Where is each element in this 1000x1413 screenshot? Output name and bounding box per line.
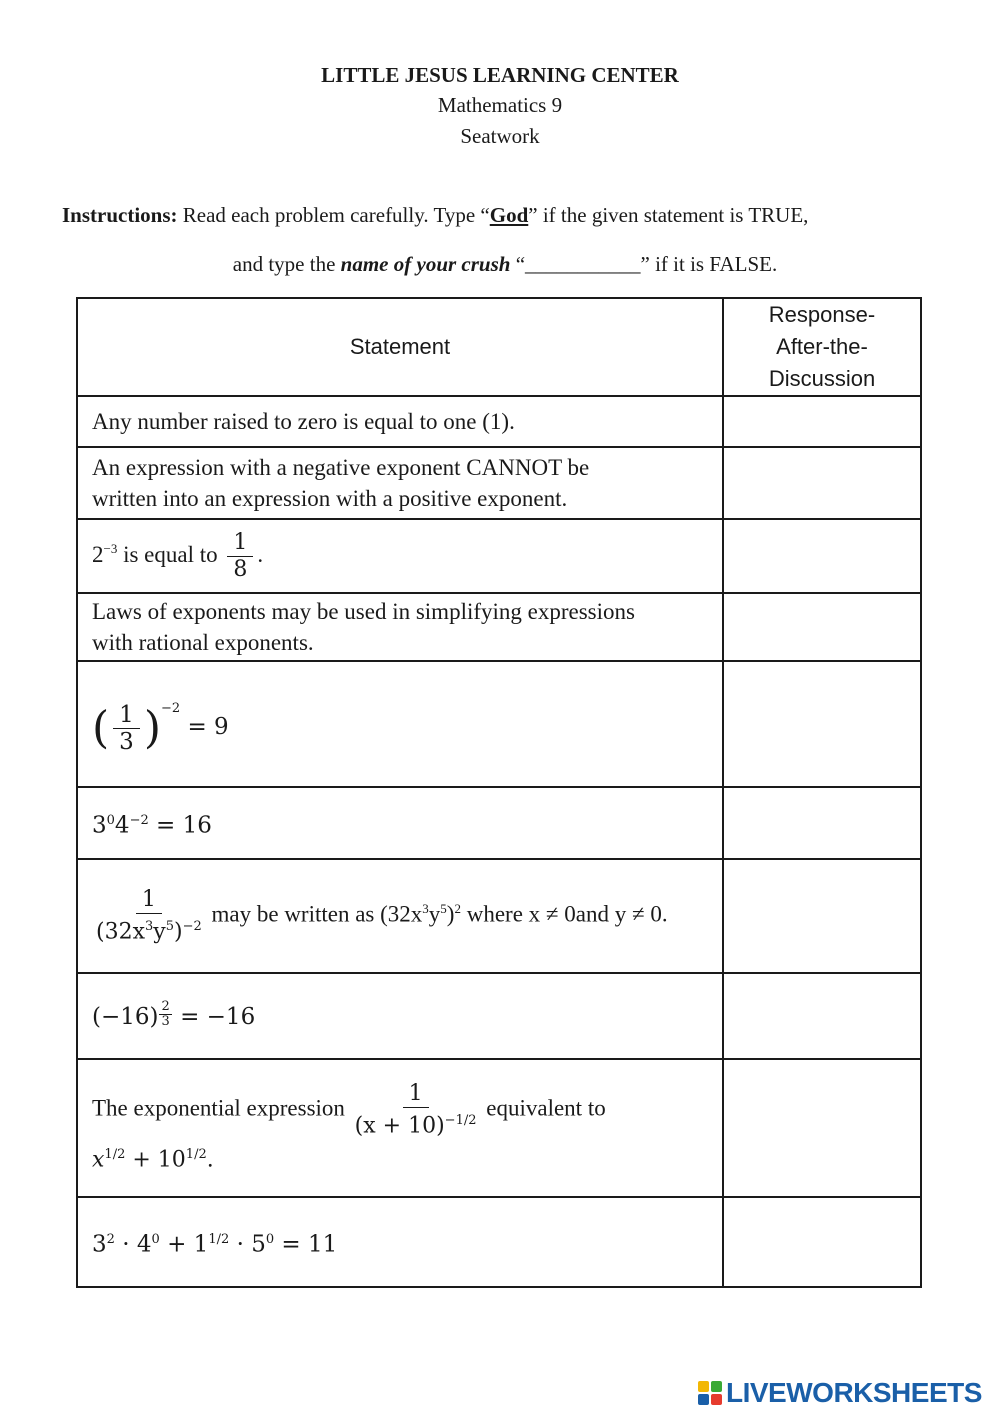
term-exponent: 1/2 bbox=[208, 1231, 230, 1247]
instructions-text-d: “___________” if it is FALSE. bbox=[510, 252, 778, 276]
statement-6 bbox=[77, 787, 723, 859]
statement-3-tail: . bbox=[257, 541, 264, 567]
statement-6-rhs: = 16 bbox=[148, 812, 212, 839]
statement-9-line-1 bbox=[92, 1081, 722, 1139]
response-header-line-1: Response- bbox=[768, 302, 876, 327]
response-header bbox=[723, 298, 921, 396]
response-field-10[interactable] bbox=[723, 1197, 921, 1287]
den-exponent: 5 bbox=[165, 918, 174, 934]
statement-3-text: is equal to bbox=[117, 541, 218, 567]
response-field-7[interactable] bbox=[723, 859, 921, 973]
statement-2-line-2: written into an expression with a positive exponent. bbox=[92, 486, 568, 511]
statement-10-rhs: = 11 bbox=[274, 1231, 338, 1258]
exponent-numerator: 1 bbox=[185, 1147, 195, 1162]
statement-8-exponent bbox=[159, 1000, 171, 1029]
table-row bbox=[77, 1197, 921, 1287]
table-row bbox=[77, 661, 921, 787]
statement-9-fraction bbox=[355, 1081, 477, 1139]
subject-name: Mathematics 9 bbox=[437, 93, 563, 117]
close-paren: ) bbox=[143, 702, 161, 754]
term-exponent: 2 bbox=[106, 1231, 115, 1247]
statement-9 bbox=[77, 1059, 723, 1197]
statement-header: Statement bbox=[77, 298, 723, 396]
statement-3-base: 2 bbox=[92, 541, 104, 567]
document-header bbox=[0, 60, 1000, 152]
table-row bbox=[77, 787, 921, 859]
instructions-text-c: and type the bbox=[232, 252, 341, 276]
statement-4 bbox=[77, 593, 723, 661]
response-field-2[interactable] bbox=[723, 447, 921, 519]
statement-9-tail: . bbox=[206, 1147, 214, 1173]
term-base: 3 bbox=[92, 812, 107, 839]
exponent-sign: − bbox=[444, 1112, 456, 1128]
instructions-line-2 bbox=[0, 249, 1000, 279]
statement-9-line-2 bbox=[92, 1139, 722, 1175]
den-exponent: 3 bbox=[145, 918, 154, 934]
statement-5-rhs: = 9 bbox=[187, 714, 229, 741]
statement-8 bbox=[77, 973, 723, 1059]
worksheet-table bbox=[76, 297, 922, 1288]
fraction-denominator: 8 bbox=[233, 556, 248, 582]
term-exponent: 1/2 bbox=[185, 1147, 207, 1162]
fraction-denominator: 3 bbox=[119, 728, 134, 755]
response-field-1[interactable] bbox=[723, 396, 921, 447]
term-base: + 1 bbox=[159, 1231, 209, 1258]
statement-2 bbox=[77, 447, 723, 519]
statement-3-exponent: −3 bbox=[103, 540, 118, 556]
exponent-denominator: 2 bbox=[220, 1231, 230, 1247]
instructions-line-1 bbox=[62, 200, 808, 230]
statement-5-exponent: −2 bbox=[160, 701, 181, 717]
table-row bbox=[77, 519, 921, 593]
den-outer-exponent: −2 bbox=[182, 918, 202, 934]
table-row bbox=[77, 1059, 921, 1197]
term-base: 4 bbox=[114, 812, 130, 839]
table-row bbox=[77, 973, 921, 1059]
exponent: 2 bbox=[454, 900, 461, 916]
statement-7-text: where x ≠ 0and y ≠ 0. bbox=[460, 901, 668, 927]
term-base: + 10 bbox=[125, 1147, 186, 1173]
den-term: y bbox=[153, 919, 166, 945]
response-field-9[interactable] bbox=[723, 1059, 921, 1197]
statement-10 bbox=[77, 1197, 723, 1287]
response-header-line-3: Discussion bbox=[768, 366, 876, 391]
statement-5-fraction bbox=[113, 702, 140, 755]
exponent: 5 bbox=[440, 900, 447, 916]
den-term: 32x bbox=[104, 919, 145, 945]
exponent-denominator: 2 bbox=[198, 1147, 207, 1162]
term-exponent: 1/2 bbox=[104, 1147, 126, 1162]
table-row bbox=[77, 447, 921, 519]
den-base: (x + 10) bbox=[354, 1113, 445, 1138]
logo-icon bbox=[698, 1381, 722, 1405]
term-exponent: 0 bbox=[265, 1231, 275, 1247]
den-exponent: −1/2 bbox=[444, 1112, 477, 1128]
statement-8-base: (−16) bbox=[92, 1003, 159, 1030]
statement-2-line-1: An expression with a negative exponent CANNOT be bbox=[92, 455, 590, 480]
term-exponent: 0 bbox=[151, 1231, 160, 1247]
statement-7-text: may be written as (32x bbox=[211, 901, 423, 927]
exponent-numerator: 1 bbox=[455, 1112, 464, 1128]
term-base: 3 bbox=[92, 1231, 107, 1258]
statement-3 bbox=[77, 519, 723, 593]
exponent-numerator: 2 bbox=[161, 998, 170, 1014]
open-paren: ( bbox=[92, 702, 110, 754]
exponent-numerator: 1 bbox=[208, 1231, 217, 1247]
statement-4-line-1: Laws of exponents may be used in simplifying expressions bbox=[92, 599, 635, 624]
statement-1: Any number raised to zero is equal to one (1). bbox=[77, 396, 723, 447]
response-field-5[interactable] bbox=[723, 661, 921, 787]
false-phrase: name of your crush bbox=[340, 252, 511, 276]
true-word: God bbox=[489, 203, 529, 227]
instructions-text-a: Read each problem carefully. Type “ bbox=[177, 203, 490, 227]
fraction-numerator: 1 bbox=[403, 1081, 429, 1108]
statement-8-rhs: = −16 bbox=[172, 1003, 256, 1030]
term-base: · 5 bbox=[229, 1231, 266, 1258]
fraction-numerator: 1 bbox=[227, 530, 253, 557]
statement-7-fraction bbox=[96, 887, 202, 945]
fraction-denominator bbox=[355, 1108, 477, 1139]
response-field-4[interactable] bbox=[723, 593, 921, 661]
statement-5 bbox=[77, 661, 723, 787]
table-row bbox=[77, 396, 921, 447]
response-field-6[interactable] bbox=[723, 787, 921, 859]
statement-3-fraction bbox=[227, 530, 253, 583]
term-exponent: 0 bbox=[106, 812, 115, 828]
exponent-numerator: 1 bbox=[104, 1147, 113, 1162]
statement-4-line-2: with rational exponents. bbox=[92, 630, 314, 655]
term-base: x bbox=[92, 1147, 105, 1173]
activity-name: Seatwork bbox=[460, 124, 540, 148]
instructions-label: Instructions: bbox=[62, 203, 178, 227]
fraction-numerator: 1 bbox=[113, 702, 140, 729]
table-row bbox=[77, 593, 921, 661]
fraction-denominator: $(32x^3y^5)^{-2}$ bbox=[96, 918, 202, 945]
exponent-denominator: 2 bbox=[468, 1112, 477, 1128]
table-header-row bbox=[77, 298, 921, 396]
response-field-3[interactable] bbox=[723, 519, 921, 593]
statement-7-text: y bbox=[428, 901, 441, 927]
logo-text: LIVEWORKSHEETS bbox=[726, 1377, 982, 1408]
school-name: LITTLE JESUS LEARNING CENTER bbox=[321, 63, 679, 87]
statement-9-text: equivalent to bbox=[486, 1095, 606, 1121]
statement-7 bbox=[77, 859, 723, 973]
liveworksheets-logo bbox=[698, 1378, 982, 1408]
response-field-8[interactable] bbox=[723, 973, 921, 1059]
fraction-numerator: 1 bbox=[136, 887, 162, 914]
statement-7-text: ) bbox=[446, 901, 455, 927]
term-exponent: −2 bbox=[129, 812, 149, 828]
statement-9-text: The exponential expression bbox=[92, 1095, 345, 1121]
response-header-line-2: After-the- bbox=[776, 334, 868, 359]
exponent-denominator: 2 bbox=[117, 1147, 126, 1162]
term-base: · 4 bbox=[114, 1231, 152, 1258]
instructions-text-b: ” if the given statement is TRUE, bbox=[528, 203, 809, 227]
exponent-denominator: 3 bbox=[161, 1013, 170, 1029]
exponent: 3 bbox=[422, 900, 429, 916]
table-row bbox=[77, 859, 921, 973]
